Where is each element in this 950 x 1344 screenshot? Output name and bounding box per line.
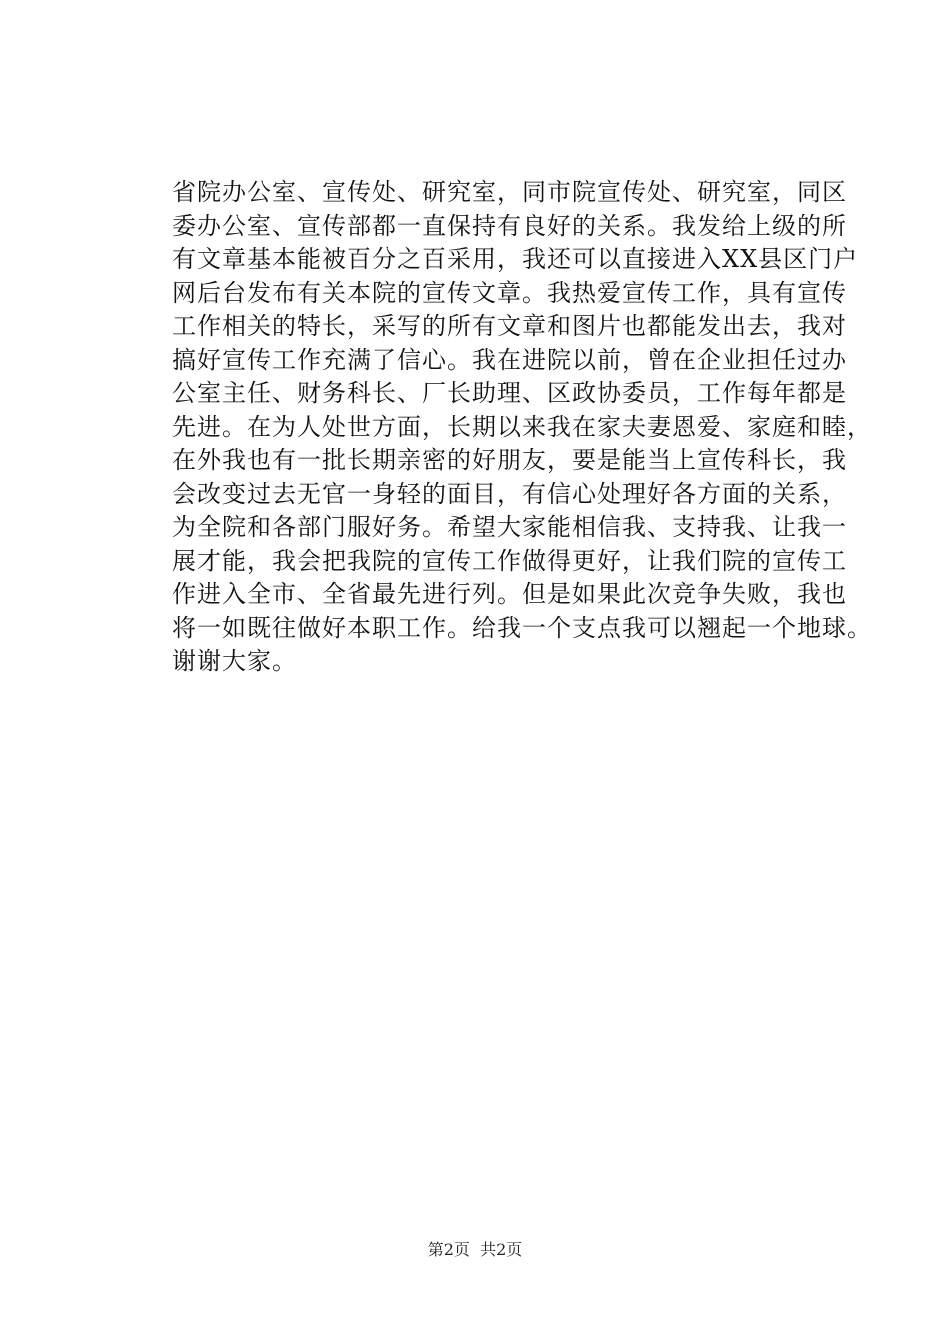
text-line: 展才能，我会把我院的宣传工作做得更好，让我们院的宣传工 — [172, 546, 847, 575]
text-line: 省院办公室、宣传处、研究室，同市院宣传处、研究室，同区 — [172, 178, 847, 206]
text-line: 工作相关的特长，采写的所有文章和图片也都能发出去，我对 — [172, 312, 847, 340]
text-line: 会改变过去无官一身轻的面目，有信心处理好各方面的关系， — [172, 479, 847, 508]
text-line: 网后台发布有关本院的宣传文章。我热爱宣传工作，具有宣传 — [172, 278, 847, 307]
text-line: 将一如既往做好本职工作。给我一个支点我可以翘起一个地球。 — [172, 613, 872, 642]
page-total: 共2页 — [480, 1240, 523, 1259]
body-paragraph — [172, 176, 872, 679]
text-line: 搞好宣传工作充满了信心。我在进院以前，曾在企业担任过办 — [172, 345, 847, 374]
text-line: 在外我也有一批长期亲密的好朋友，要是能当上宣传科长，我 — [172, 446, 847, 474]
text-line: 公室主任、财务科长、厂长助理、区政协委员，工作每年都是 — [172, 379, 847, 407]
page-footer — [0, 1240, 950, 1260]
text-line: 为全院和各部门服好务。希望大家能相信我、支持我、让我一 — [172, 513, 847, 541]
text-line: 委办公室、宣传部都一直保持有良好的关系。我发给上级的所 — [172, 211, 847, 240]
page-number: 第2页 — [427, 1240, 470, 1259]
text-line: 作进入全市、全省最先进行列。但是如果此次竞争失败，我也 — [172, 580, 847, 608]
text-line: 谢谢大家。 — [172, 647, 297, 675]
text-line: 有文章基本能被百分之百采用，我还可以直接进入XX县区门户 — [172, 245, 859, 273]
text-line: 先进。在为人处世方面，长期以来我在家夫妻恩爱、家庭和睦， — [172, 412, 872, 441]
